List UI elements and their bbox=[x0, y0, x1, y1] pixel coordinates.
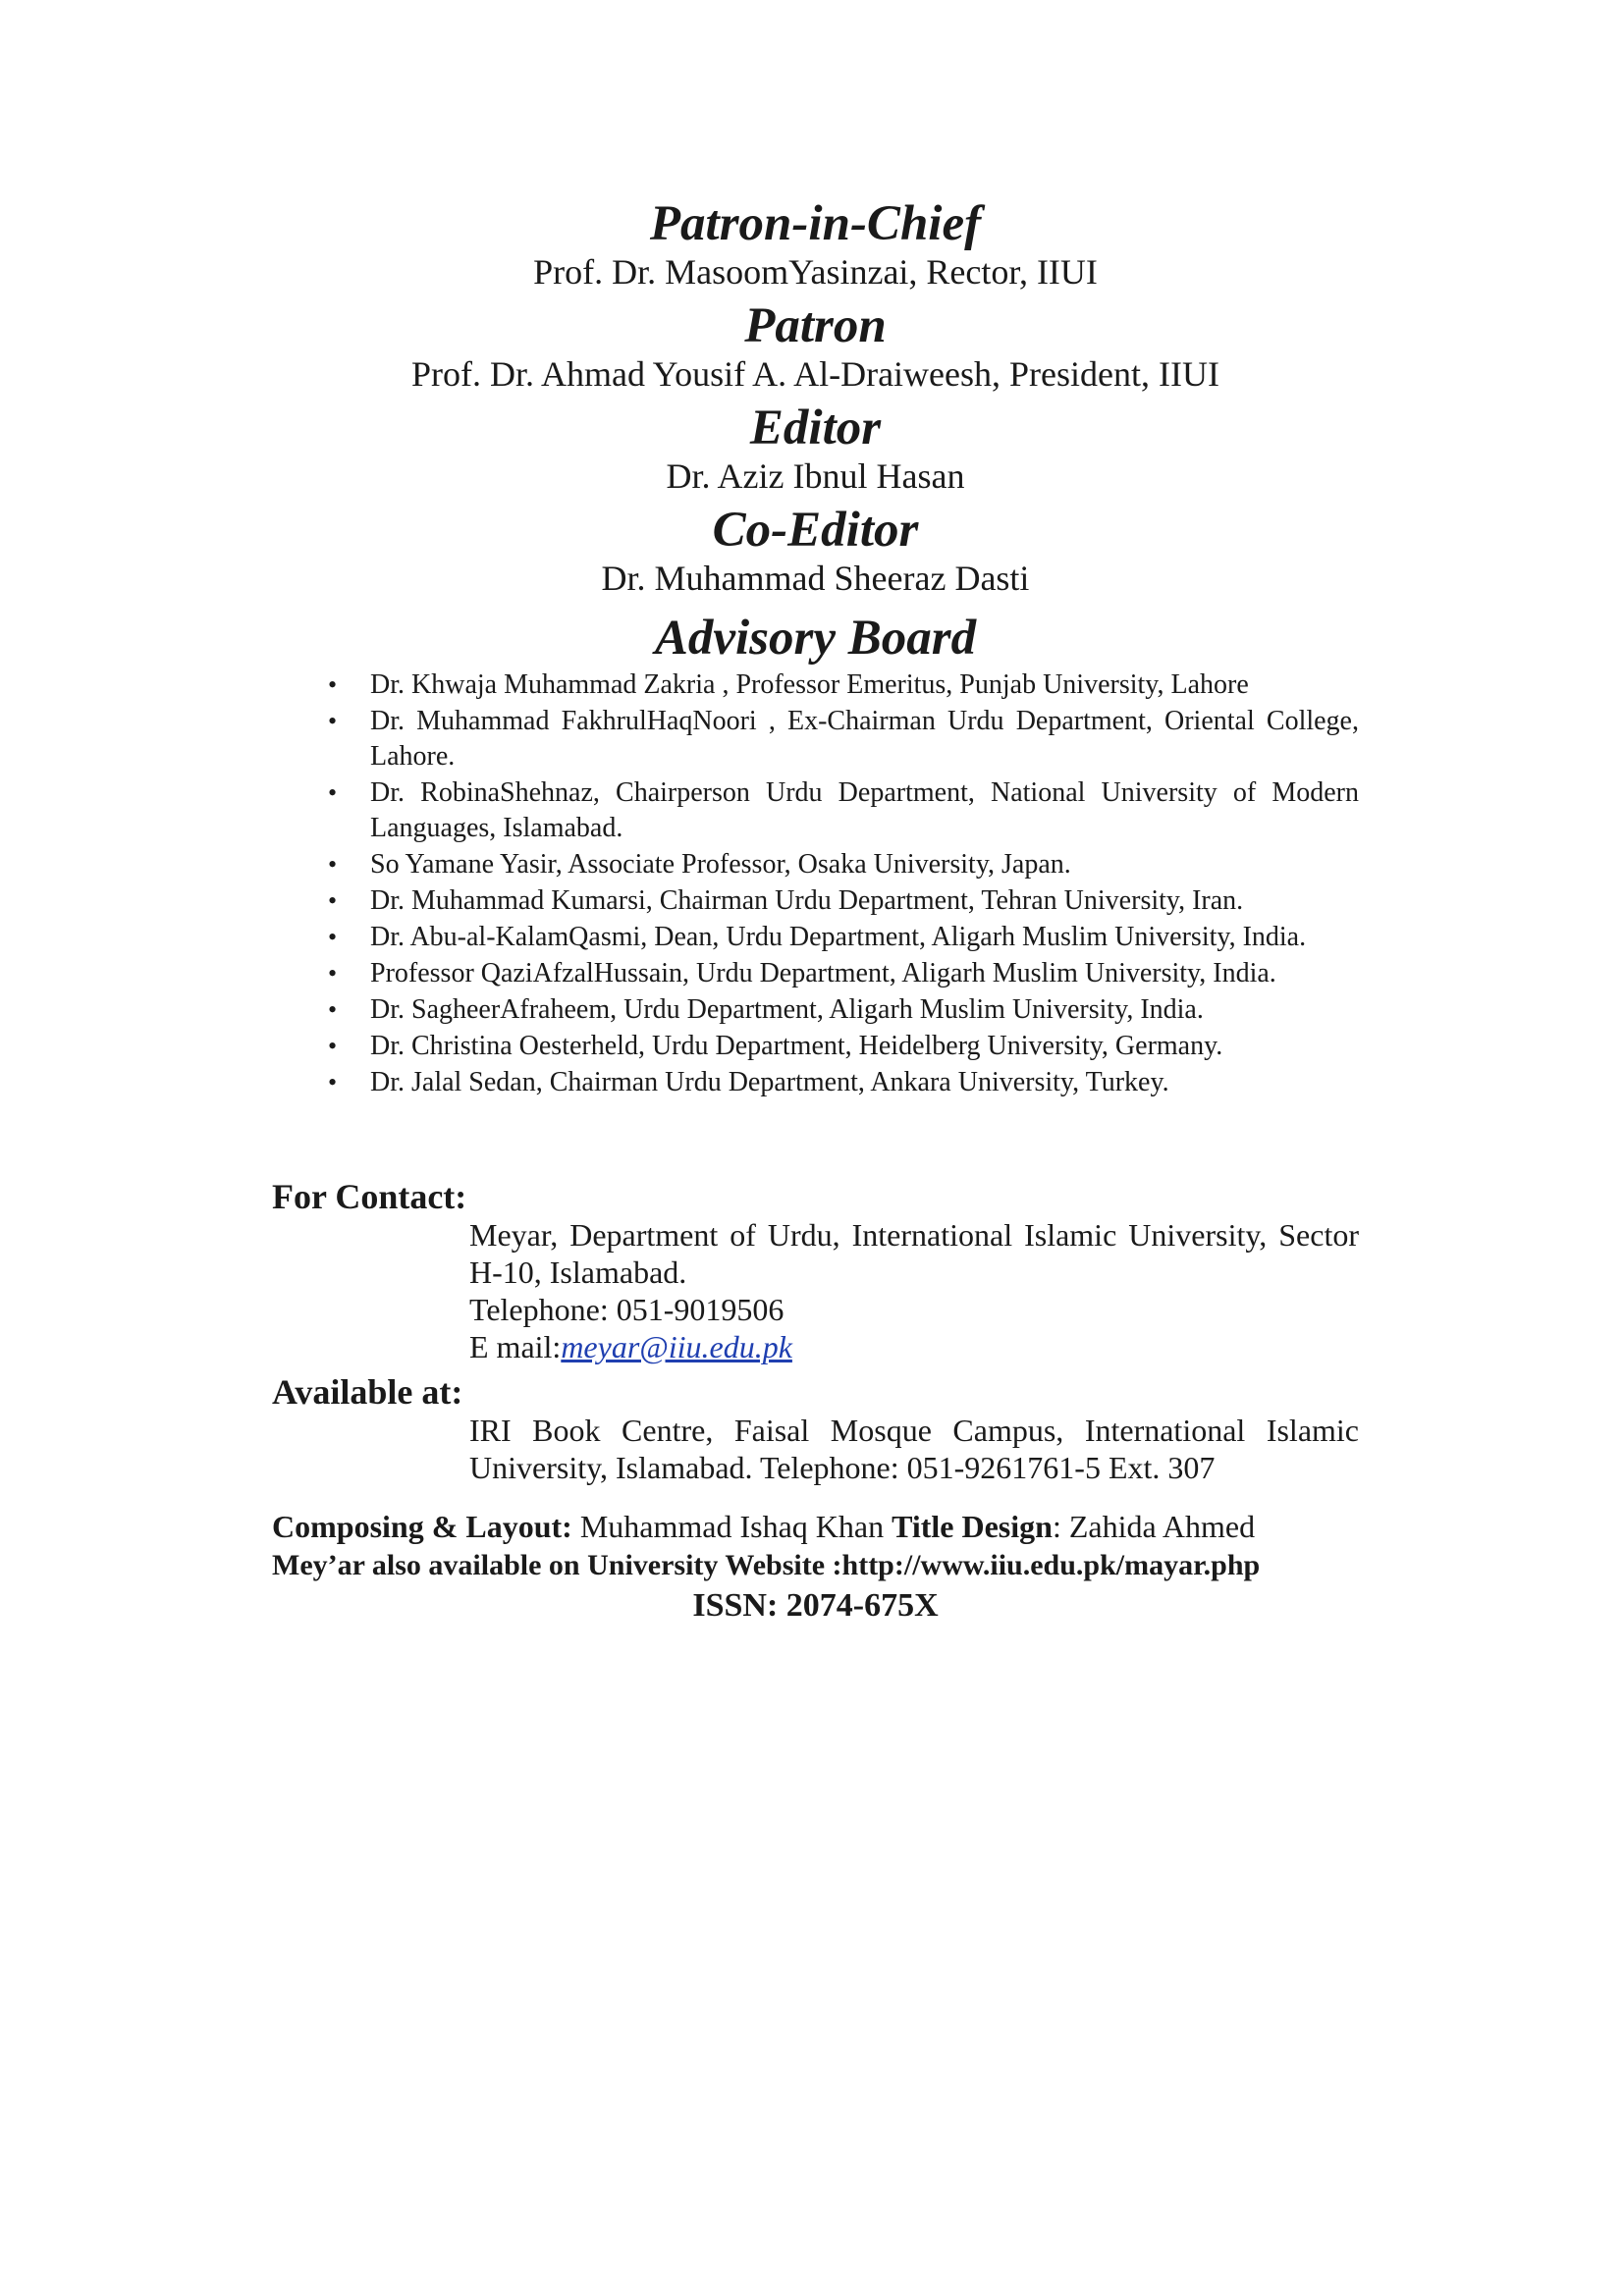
role-patron bbox=[272, 298, 1359, 395]
title-design-label: Title Design bbox=[892, 1509, 1053, 1544]
member-text: Dr. Christina Oesterheld, Urdu Department, Heidelberg University, Germany. bbox=[370, 1031, 1223, 1061]
bullet-icon: • bbox=[328, 850, 338, 879]
bullet-icon: • bbox=[328, 778, 338, 807]
composing-label: Composing & Layout: bbox=[272, 1509, 572, 1544]
available-label: Available at: bbox=[272, 1372, 463, 1412]
member-text: Dr. Khwaja Muhammad Zakria , Professor Emeritus, Punjab University, Lahore bbox=[370, 669, 1249, 700]
member-text: Dr. SagheerAfraheem, Urdu Department, Aligarh Muslim University, India. bbox=[370, 994, 1204, 1025]
credits-section bbox=[272, 1507, 1359, 1627]
member-text: So Yamane Yasir, Associate Professor, Osaka University, Japan. bbox=[370, 849, 1071, 880]
website-line: Mey’ar also available on University Website :http://www.iiu.edu.pk/mayar.php bbox=[272, 1549, 1261, 1581]
role-co-editor bbox=[272, 503, 1359, 599]
bullet-icon: • bbox=[328, 995, 338, 1024]
role-editor bbox=[272, 400, 1359, 497]
role-heading: Editor bbox=[749, 400, 882, 455]
composing-value: Muhammad Ishaq Khan bbox=[571, 1509, 893, 1544]
title-design-value: : Zahida Ahmed bbox=[1052, 1509, 1256, 1544]
role-heading: Patron-in-Chief bbox=[649, 196, 982, 251]
roles-section bbox=[272, 196, 1359, 599]
contact-address: Meyar, Department of Urdu, International Islamic University, Sector H-10, Islamabad. bbox=[469, 1217, 1359, 1290]
issn: ISSN: 2074-675X bbox=[692, 1587, 939, 1624]
member-text: Dr. Muhammad Kumarsi, Chairman Urdu Department, Tehran University, Iran. bbox=[370, 885, 1244, 916]
bullet-icon: • bbox=[328, 1032, 338, 1060]
bullet-icon: • bbox=[328, 670, 338, 699]
member-text: Dr. Abu-al-KalamQasmi, Dean, Urdu Department, Aligarh Muslim University, India. bbox=[370, 922, 1307, 952]
list-item bbox=[272, 956, 1359, 991]
advisory-board-section bbox=[272, 611, 1359, 1101]
list-item bbox=[272, 1065, 1359, 1100]
bullet-icon: • bbox=[328, 1068, 338, 1096]
list-item bbox=[272, 920, 1359, 955]
advisory-board-heading: Advisory Board bbox=[654, 611, 977, 666]
bullet-icon: • bbox=[328, 923, 338, 951]
contact-section bbox=[272, 1177, 1359, 1365]
member-text: Dr. RobinaShehnaz, Chairperson Urdu Department, National University of Modern Languages, Islamabad. bbox=[370, 777, 1359, 843]
role-name: Prof. Dr. MasoomYasinzai, Rector, IIUI bbox=[533, 252, 1098, 292]
role-heading: Co-Editor bbox=[712, 503, 919, 558]
list-item bbox=[272, 775, 1359, 846]
available-text: IRI Book Centre, Faisal Mosque Campus, International Islamic University, Islamabad. Telephone: 051-9261761-5 Ext. 307 bbox=[469, 1413, 1359, 1485]
bullet-icon: • bbox=[328, 886, 338, 915]
list-item bbox=[272, 992, 1359, 1028]
role-name: Dr. Muhammad Sheeraz Dasti bbox=[601, 559, 1030, 598]
email-link[interactable]: meyar@iiu.edu.pk bbox=[561, 1329, 792, 1364]
contact-email bbox=[272, 1328, 1359, 1365]
credits-line bbox=[272, 1507, 1359, 1546]
list-item bbox=[272, 847, 1359, 882]
availability-section bbox=[272, 1372, 1359, 1486]
role-heading: Patron bbox=[744, 298, 887, 353]
list-item bbox=[272, 883, 1359, 919]
role-name: Prof. Dr. Ahmad Yousif A. Al-Draiweesh, President, IIUI bbox=[411, 354, 1219, 394]
member-text: Dr. Muhammad FakhrulHaqNoori , Ex-Chairman Urdu Department, Oriental College, Lahore. bbox=[370, 706, 1359, 772]
contact-telephone: Telephone: 051-9019506 bbox=[469, 1292, 784, 1327]
advisory-board-list bbox=[272, 667, 1359, 1100]
list-item bbox=[272, 704, 1359, 774]
bullet-icon: • bbox=[328, 959, 338, 988]
contact-label: For Contact: bbox=[272, 1177, 467, 1216]
list-item bbox=[272, 1029, 1359, 1064]
role-patron-in-chief bbox=[272, 196, 1359, 293]
email-prefix: E mail: bbox=[469, 1329, 562, 1364]
member-text: Professor QaziAfzalHussain, Urdu Department, Aligarh Muslim University, India. bbox=[370, 958, 1276, 988]
role-name: Dr. Aziz Ibnul Hasan bbox=[666, 456, 965, 496]
list-item bbox=[272, 667, 1359, 703]
bullet-icon: • bbox=[328, 707, 338, 735]
member-text: Dr. Jalal Sedan, Chairman Urdu Department, Ankara University, Turkey. bbox=[370, 1067, 1169, 1097]
